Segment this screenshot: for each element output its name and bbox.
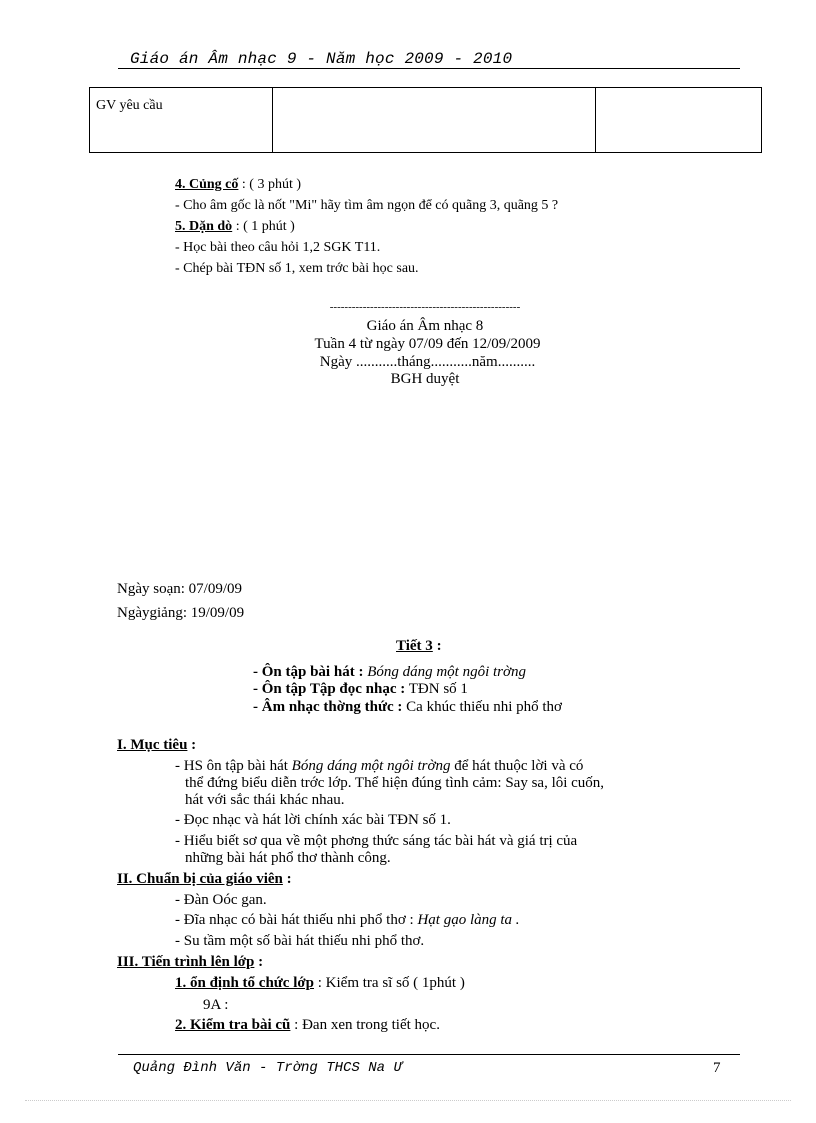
tientrinh-step-2 [175, 1017, 440, 1034]
muctieu-line-2: thể đứng biểu diễn trớc lớp. Thể hiện đúng tình cảm: Say sa, lôi cuốn, [185, 775, 605, 791]
song-title: Bóng dáng một ngôi trờng [291, 758, 451, 774]
muctieu-heading: I. Mục tiêu [117, 737, 188, 753]
muctieu-line-6: những bài hát phổ thơ thành công. [185, 850, 391, 866]
cungco-heading: 4. Củng cố [175, 177, 239, 192]
cungco-heading-line [175, 177, 301, 193]
topic-label: - Âm nhạc thờng thức : [253, 699, 403, 715]
song-title: Hạt gạo làng ta . [417, 912, 520, 928]
step-label: 1. ổn định tổ chức lớp [175, 975, 315, 991]
lesson-title-suffix: : [432, 638, 442, 654]
topic-value: TĐN số 1 [405, 681, 468, 697]
table-cell [596, 88, 762, 153]
step-value: : Đan xen trong tiết học. [290, 1017, 440, 1033]
cungco-duration: : ( 3 phút ) [238, 177, 302, 192]
table-cell: GV yêu cầu [90, 88, 273, 153]
topic-3 [253, 699, 562, 716]
muctieu-line-5: - Hiểu biết sơ qua về một phơng thức sáng tác bài hát và giá trị của [175, 833, 578, 849]
chuanbi-heading: II. Chuẩn bị của giáo viên [117, 871, 283, 887]
approval-line-1: Giáo án Âm nhạc 8 [366, 318, 484, 334]
topic-2 [253, 681, 468, 698]
dando-heading: 5. Dặn dò [175, 219, 233, 234]
dando-item-1: - Học bài theo câu hỏi 1,2 SGK T11. [175, 240, 381, 255]
topic-value: Bóng dáng một ngôi trờng [363, 664, 527, 680]
tientrinh-heading-line [117, 954, 263, 971]
cungco-item: - Cho âm gốc là nốt "Mi" hãy tìm âm ngọn để có quãng 3, quãng 5 ? [175, 198, 559, 213]
table-row [90, 88, 762, 153]
header-divider [118, 68, 740, 69]
topic-label: - Ôn tập bài hát : [253, 664, 364, 680]
footer-divider [118, 1054, 740, 1055]
approval-dashes: ---------------------------------------------------- [329, 301, 521, 313]
muctieu-heading-line [117, 737, 196, 754]
lesson-title-text: Tiết 3 [396, 638, 433, 654]
approval-line-4: BGH duyệt [390, 371, 460, 387]
tientrinh-heading: III. Tiến trình lên lớp [117, 954, 255, 970]
chuanbi-text: - Đĩa nhạc có bài hát thiếu nhi phổ thơ : [175, 912, 418, 928]
topic-value: Ca khúc thiếu nhi phổ thơ [402, 699, 562, 715]
page-header-title: Giáo án Âm nhạc 9 - Năm học 2009 - 2010 [130, 50, 513, 68]
chuanbi-heading-line [117, 871, 292, 888]
muctieu-line-4: - Đọc nhạc và hát lời chính xác bài TĐN số 1. [175, 812, 451, 828]
dando-heading-line [175, 219, 295, 235]
page-bottom-border [25, 1100, 791, 1101]
date-prepared: Ngày soạn: 07/09/09 [117, 581, 242, 597]
chuanbi-item-3: - Su tầm một số bài hát thiếu nhi phổ thơ. [175, 933, 425, 949]
table-cell [273, 88, 596, 153]
date-taught: Ngàygiảng: 19/09/09 [117, 605, 245, 621]
step-label: 2. Kiểm tra bài cũ [175, 1017, 291, 1033]
muctieu-colon: : [187, 737, 197, 753]
class-name: 9A : [203, 997, 229, 1013]
tientrinh-colon: : [254, 954, 264, 970]
dando-duration: : ( 1 phút ) [232, 219, 295, 234]
step-value: : Kiểm tra sĩ số ( 1phút ) [314, 975, 465, 991]
page-number: 7 [713, 1060, 721, 1076]
activity-table [89, 87, 762, 153]
topic-1 [253, 664, 526, 681]
muctieu-line-3: hát với sắc thái khác nhau. [185, 792, 345, 808]
dando-item-2: - Chép bài TĐN số 1, xem trớc bài học sau. [175, 261, 419, 276]
footer-author: Quảng Đình Văn - Trờng THCS Na Ư [133, 1060, 402, 1076]
chuanbi-item-2 [175, 912, 520, 929]
chuanbi-item-1: - Đàn Oóc gan. [175, 892, 267, 908]
muctieu-line-1 [175, 758, 583, 775]
tientrinh-step-1 [175, 975, 465, 992]
approval-line-2: Tuần 4 từ ngày 07/09 đến 12/09/2009 [314, 336, 541, 352]
lesson-title [396, 638, 442, 655]
chuanbi-colon: : [282, 871, 292, 887]
muctieu-text: để hát thuộc lời và có [450, 758, 584, 774]
approval-line-3: Ngày ...........tháng...........năm.......... [319, 354, 536, 370]
muctieu-text: - HS ôn tập bài hát [175, 758, 292, 774]
topic-label: - Ôn tập Tập đọc nhạc : [253, 681, 406, 697]
